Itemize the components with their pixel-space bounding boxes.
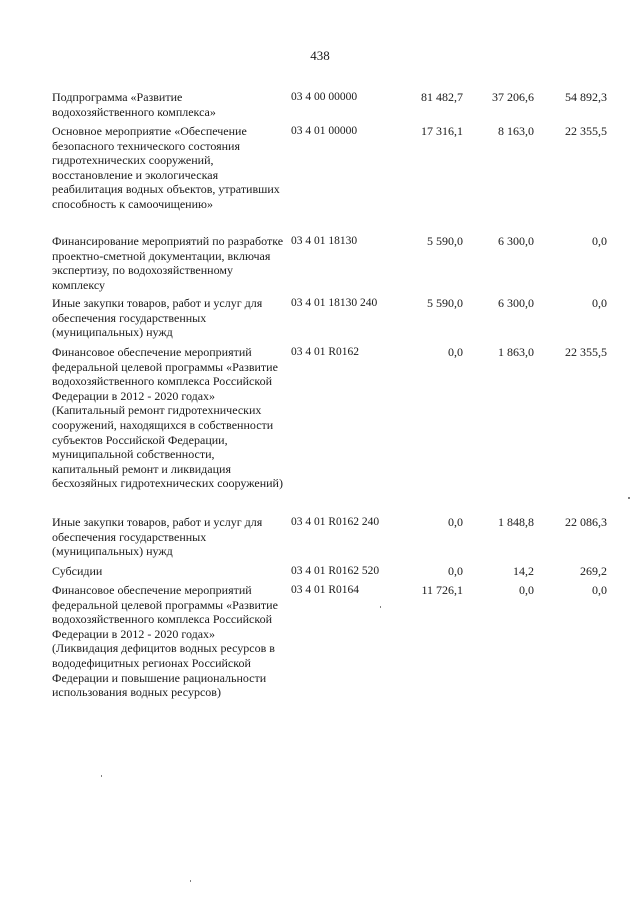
row-value-3: 0,0 [592,583,607,597]
row-value-1: 81 482,7 [421,90,463,104]
row-value-1: 0,0 [448,345,463,359]
row-value-2: 6 300,0 [498,296,534,310]
row-value-2: 1 848,8 [498,515,534,529]
page-number: 438 [310,48,330,63]
row-value-3: 22 355,5 [565,345,607,359]
row-name: Финансирование мероприятий по разработке проектно-сметной документации, включая экспертизу, по водохозяйственному комплексу [52,234,284,292]
row-name: Иные закупки товаров, работ и услуг для обеспечения государственных (муниципальных) нужд [52,515,263,559]
row-code: 03 4 01 R0162 520 [291,565,380,577]
row-value-1: 0,0 [448,515,463,529]
row-name: Финансовое обеспечение мероприятий федеральной целевой программы «Развитие водохозяйственного комплекса Российской Федерации в 2012 - 2020 годах» (Капитальный ремонт гидротехнических сооружений, находящихся в собственности субъектов Российской Федерации, муниципальной собственности, капитальный ремонт и ликвидация бесхозяйных гидротехнических сооружений) [52,345,283,491]
row-value-1: 11 726,1 [421,583,463,597]
row-value-1: 5 590,0 [427,296,463,310]
row-value-1: 5 590,0 [427,234,463,248]
row-value-3: 22 355,5 [565,124,607,138]
row-value-2: 37 206,6 [492,90,534,104]
scan-speck [190,880,191,882]
row-name: Подпрограмма «Развитие водохозяйственного комплекса» [52,90,216,119]
scan-speck [380,606,381,608]
scan-speck [101,775,102,777]
row-value-2: 6 300,0 [498,234,534,248]
row-code: 03 4 01 18130 240 [291,297,378,309]
row-value-3: 0,0 [592,296,607,310]
row-code: 03 4 01 R0164 [291,584,360,596]
row-code: 03 4 01 R0162 240 [291,516,380,528]
row-code: 03 4 01 R0162 [291,346,360,358]
row-value-3: 0,0 [592,234,607,248]
row-name: Финансовое обеспечение мероприятий федеральной целевой программы «Развитие водохозяйственного комплекса Российской Федерации в 2012 - 2020 годах» (Ликвидация дефицитов водных ресурсов в вододефицитных регионах Российской Федерации и повышение рациональности использования водных ресурсов) [52,583,278,700]
row-code: 03 4 01 00000 [291,125,358,137]
row-value-1: 0,0 [448,564,463,578]
scan-speck [628,497,630,499]
row-value-3: 22 086,3 [565,515,607,529]
row-value-3: 54 892,3 [565,90,607,104]
row-code: 03 4 01 18130 [291,235,358,247]
row-name: Субсидии [52,564,103,578]
row-value-2: 14,2 [513,564,534,578]
row-value-2: 8 163,0 [498,124,534,138]
row-code: 03 4 00 00000 [291,91,358,103]
row-value-1: 17 316,1 [421,124,463,138]
row-name: Основное мероприятие «Обеспечение безопасного технического состояния гидротехнических сооружений, восстановление и экологическая реабилитация водных объектов, утративших способность к самоочищению» [52,124,280,211]
row-value-2: 0,0 [519,583,534,597]
row-value-3: 269,2 [580,564,607,578]
row-name: Иные закупки товаров, работ и услуг для обеспечения государственных (муниципальных) нужд [52,296,263,340]
row-value-2: 1 863,0 [498,345,534,359]
